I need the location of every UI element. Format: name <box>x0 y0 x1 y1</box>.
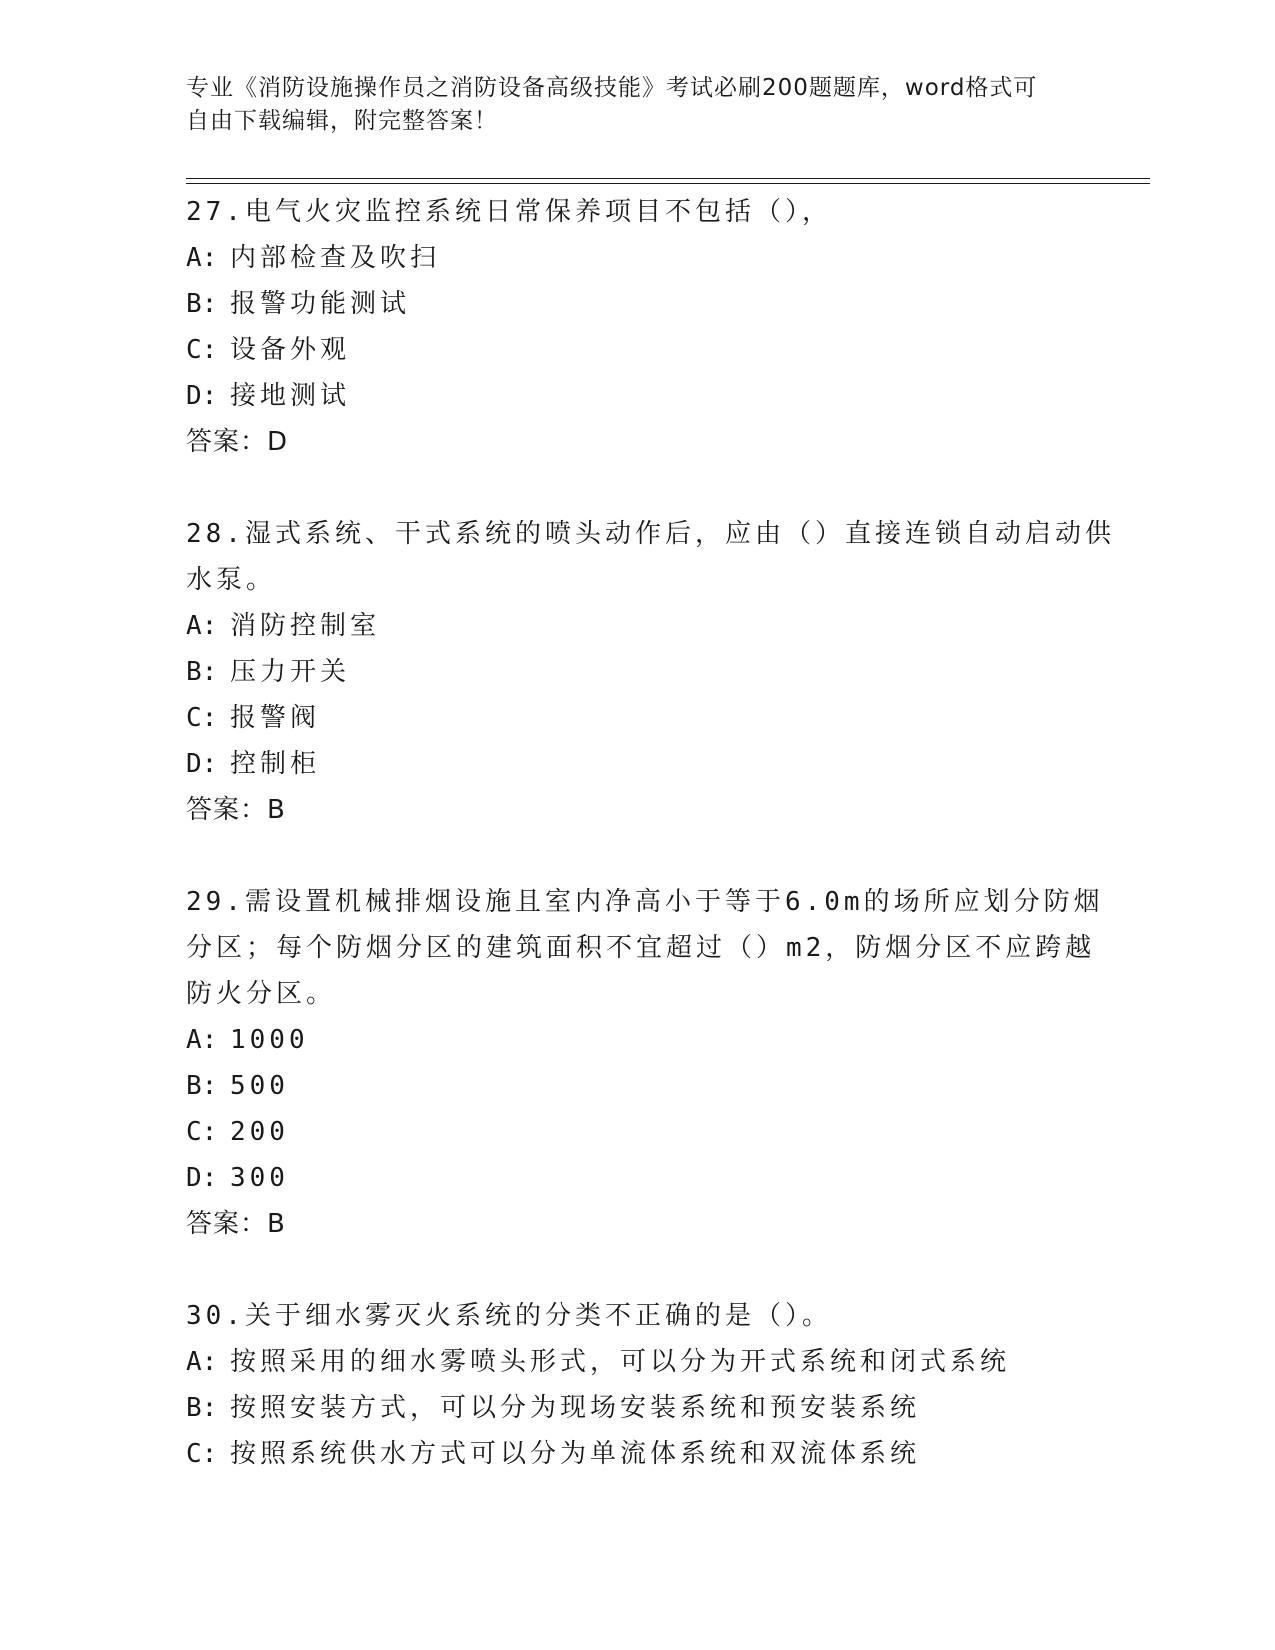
option-c <box>186 1109 1086 1155</box>
question-stem: 29.需设置机械排烟设施且室内净高小于等于6.0m的场所应划分防烟 <box>186 887 1104 917</box>
option-b <box>186 1385 1086 1431</box>
option-text: 按照系统供水方式可以分为单流体系统和双流体系统 <box>230 1439 921 1469</box>
header-line-2: 自由下载编辑，附完整答案！ <box>186 108 498 134</box>
option-text: 压力开关 <box>230 657 351 687</box>
option-letter: C: <box>186 703 218 733</box>
option-a <box>186 603 1086 649</box>
question-stem: 分区；每个防烟分区的建筑面积不宜超过（）m2，防烟分区不应跨越 <box>186 933 1096 963</box>
option-c <box>186 327 1086 373</box>
question-27 <box>186 189 1086 465</box>
question-28 <box>186 511 1115 833</box>
header-rule-top <box>186 178 1150 179</box>
option-text: 按照采用的细水雾喷头形式，可以分为开式系统和闭式系统 <box>230 1347 1011 1377</box>
option-text: 300 <box>230 1163 289 1193</box>
option-c <box>186 1431 1086 1477</box>
option-a <box>186 1339 1086 1385</box>
option-text: 内部检查及吹扫 <box>230 243 441 273</box>
question-list <box>186 189 1115 1477</box>
header-rule-bottom <box>186 183 1150 184</box>
option-text: 500 <box>230 1071 289 1101</box>
question-stem: 30.关于细水雾灭火系统的分类不正确的是（）。 <box>186 1301 832 1331</box>
option-letter: C: <box>186 335 218 365</box>
answer-line: 答案：D <box>186 427 289 457</box>
option-text: 设备外观 <box>230 335 351 365</box>
option-letter: B: <box>186 1071 218 1101</box>
option-b <box>186 1063 1086 1109</box>
question-29 <box>186 879 1104 1247</box>
question-30 <box>186 1293 1086 1477</box>
option-c <box>186 695 1086 741</box>
option-a <box>186 235 1086 281</box>
option-d <box>186 1155 1086 1201</box>
option-text: 消防控制室 <box>230 611 381 641</box>
option-a <box>186 1017 1086 1063</box>
option-letter: A: <box>186 243 218 273</box>
option-text: 报警阀 <box>230 703 321 733</box>
option-letter: A: <box>186 611 218 641</box>
option-letter: B: <box>186 657 218 687</box>
question-stem: 防火分区。 <box>186 979 337 1009</box>
option-letter: B: <box>186 289 218 319</box>
option-letter: B: <box>186 1393 218 1423</box>
option-letter: A: <box>186 1347 218 1377</box>
option-text: 接地测试 <box>230 381 351 411</box>
option-letter: A: <box>186 1025 218 1055</box>
option-text: 按照安装方式，可以分为现场安装系统和预安装系统 <box>230 1393 921 1423</box>
header-line-1: 专业《消防设施操作员之消防设备高级技能》考试必刷200题题库，word格式可 <box>186 75 1038 101</box>
answer-line: 答案：B <box>186 1209 286 1239</box>
option-b <box>186 649 1086 695</box>
option-text: 1000 <box>230 1025 309 1055</box>
answer-line: 答案：B <box>186 795 286 825</box>
option-d <box>186 741 1086 787</box>
question-stem: 28.湿式系统、干式系统的喷头动作后，应由（）直接连锁自动启动供 <box>186 519 1115 549</box>
option-letter: D: <box>186 749 218 779</box>
option-letter: D: <box>186 381 218 411</box>
option-b <box>186 281 1086 327</box>
option-d <box>186 373 1086 419</box>
question-stem: 27.电气火灾监控系统日常保养项目不包括（）， <box>186 197 832 227</box>
question-stem: 水泵。 <box>186 565 277 595</box>
option-letter: C: <box>186 1439 218 1469</box>
option-letter: D: <box>186 1163 218 1193</box>
option-text: 控制柜 <box>230 749 321 779</box>
document-header <box>186 72 1086 138</box>
option-text: 200 <box>230 1117 289 1147</box>
option-text: 报警功能测试 <box>230 289 411 319</box>
option-letter: C: <box>186 1117 218 1147</box>
